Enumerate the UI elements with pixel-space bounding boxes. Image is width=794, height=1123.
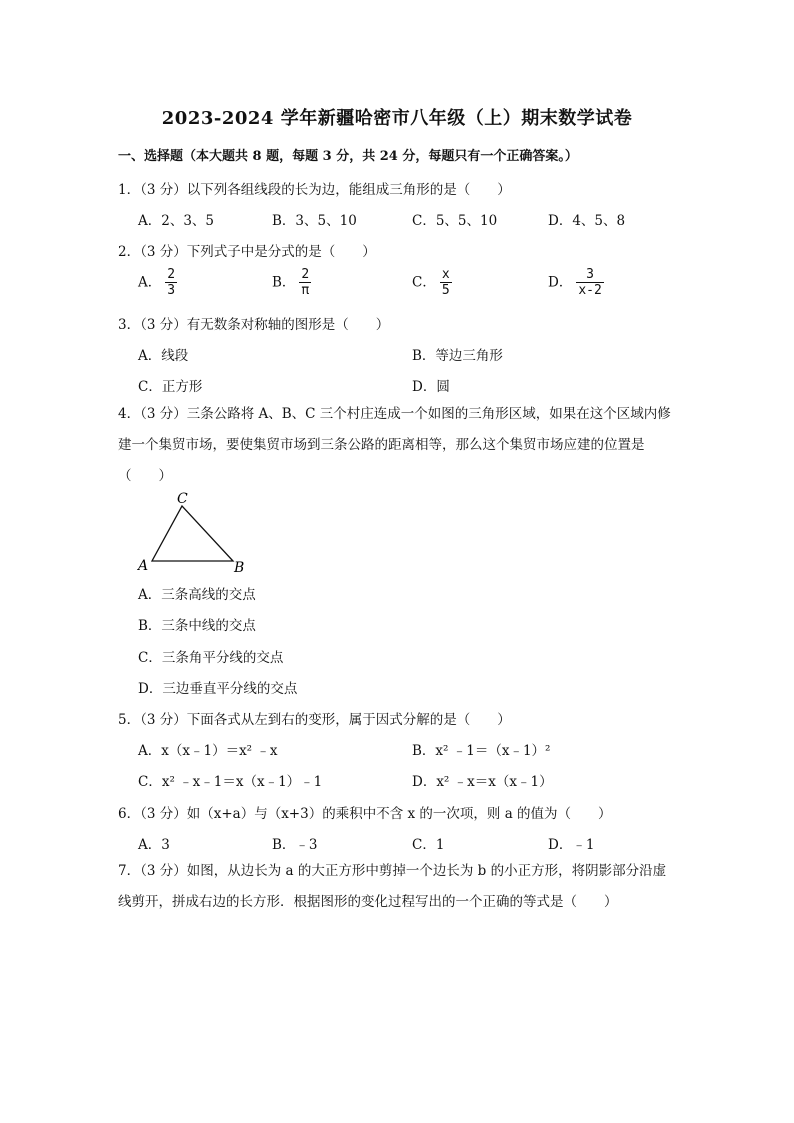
- triangle-abc: [152, 506, 233, 561]
- vertex-label-c: C: [177, 491, 188, 507]
- section-heading-choice: 一、选择题（本大题共 8 题，每题 3 分，共 24 分，每题只有一个正确答案。）: [118, 149, 578, 164]
- q6-option-b[interactable]: B．﹣3: [272, 837, 318, 853]
- question-4-stem: 4．（3 分）三条公路将 A、B、C 三个村庄连成一个如图的三角形区域，如果在这个区域内修建一个集贸市场，要使集贸市场到三条公路的距离相等，那么这个集贸市场应建的位置是（ ）: [118, 406, 671, 484]
- denominator: 5: [441, 283, 450, 298]
- q2-option-c[interactable]: [412, 267, 452, 299]
- fraction: [576, 267, 603, 299]
- q1-option-d[interactable]: D．4、5、8: [548, 213, 626, 229]
- fraction: [299, 267, 311, 299]
- numerator: x: [441, 267, 450, 282]
- exam-title: 2023-2024 学年新疆哈密市八年级（上）期末数学试卷: [161, 108, 633, 129]
- q2-option-a-label: A．: [138, 274, 162, 291]
- q2-option-c-label: C．: [412, 274, 436, 291]
- q4-option-c[interactable]: C．三条角平分线的交点: [138, 650, 284, 666]
- denominator: 3: [167, 283, 176, 298]
- triangle-figure: [130, 488, 260, 578]
- q4-option-d[interactable]: D．三边垂直平分线的交点: [138, 681, 298, 697]
- q3-option-b[interactable]: B．等边三角形: [412, 348, 503, 364]
- q6-option-a[interactable]: A．3: [138, 837, 170, 853]
- q5-option-c[interactable]: C．x² ﹣x﹣1＝x（x﹣1）﹣1: [138, 774, 323, 790]
- q6-option-d[interactable]: D．﹣1: [548, 837, 595, 853]
- q1-option-a[interactable]: A．2、3、5: [138, 213, 215, 229]
- q1-option-b[interactable]: B．3、5、10: [272, 213, 357, 229]
- question-6-stem: 6．（3 分）如（x+a）与（x+3）的乘积中不含 x 的一次项，则 a 的值为（ ）: [118, 806, 612, 822]
- vertex-label-b: B: [234, 560, 245, 576]
- question-2-stem: 2．（3 分）下列式子中是分式的是（ ）: [118, 244, 376, 260]
- q6-option-c[interactable]: C．1: [412, 837, 445, 853]
- fraction: [440, 267, 452, 299]
- denominator: x-2: [578, 283, 602, 298]
- q2-option-d[interactable]: [548, 267, 604, 299]
- q4-option-b[interactable]: B．三条中线的交点: [138, 618, 256, 634]
- q3-option-a[interactable]: A．线段: [138, 348, 189, 364]
- question-3-stem: 3．（3 分）有无数条对称轴的图形是（ ）: [118, 317, 390, 333]
- denominator: π: [301, 283, 310, 298]
- q5-option-a[interactable]: A．x（x﹣1）＝x² ﹣x: [138, 743, 278, 759]
- q2-option-d-label: D．: [548, 274, 573, 291]
- numerator: 2: [301, 267, 310, 282]
- q2-option-b-label: B．: [272, 274, 296, 291]
- question-5-stem: 5．（3 分）下面各式从左到右的变形，属于因式分解的是（ ）: [118, 712, 511, 728]
- q4-option-a[interactable]: A．三条高线的交点: [138, 587, 256, 603]
- q5-option-d[interactable]: D．x² ﹣x＝x（x﹣1）: [412, 774, 553, 790]
- q3-option-d[interactable]: D．圆: [412, 379, 450, 395]
- q5-option-b[interactable]: B．x² ﹣1＝（x﹣1）²: [412, 743, 551, 759]
- q1-option-c[interactable]: C．5、5、10: [412, 213, 498, 229]
- q3-option-c[interactable]: C．正方形: [138, 379, 203, 395]
- q2-option-b[interactable]: [272, 267, 311, 299]
- numerator: 2: [167, 267, 176, 282]
- fraction: [165, 267, 177, 299]
- numerator: 3: [586, 267, 594, 282]
- question-7-stem: 7．（3 分）如图，从边长为 a 的大正方形中剪掉一个边长为 b 的小正方形，将阴影部分沿虚线剪开，拼成右边的长方形．根据图形的变化过程写出的一个正确的等式是（ ）: [118, 863, 667, 910]
- vertex-label-a: A: [138, 558, 149, 574]
- q2-option-a[interactable]: [138, 267, 177, 299]
- question-1-stem: 1．（3 分）以下列各组线段的长为边，能组成三角形的是（ ）: [118, 182, 511, 198]
